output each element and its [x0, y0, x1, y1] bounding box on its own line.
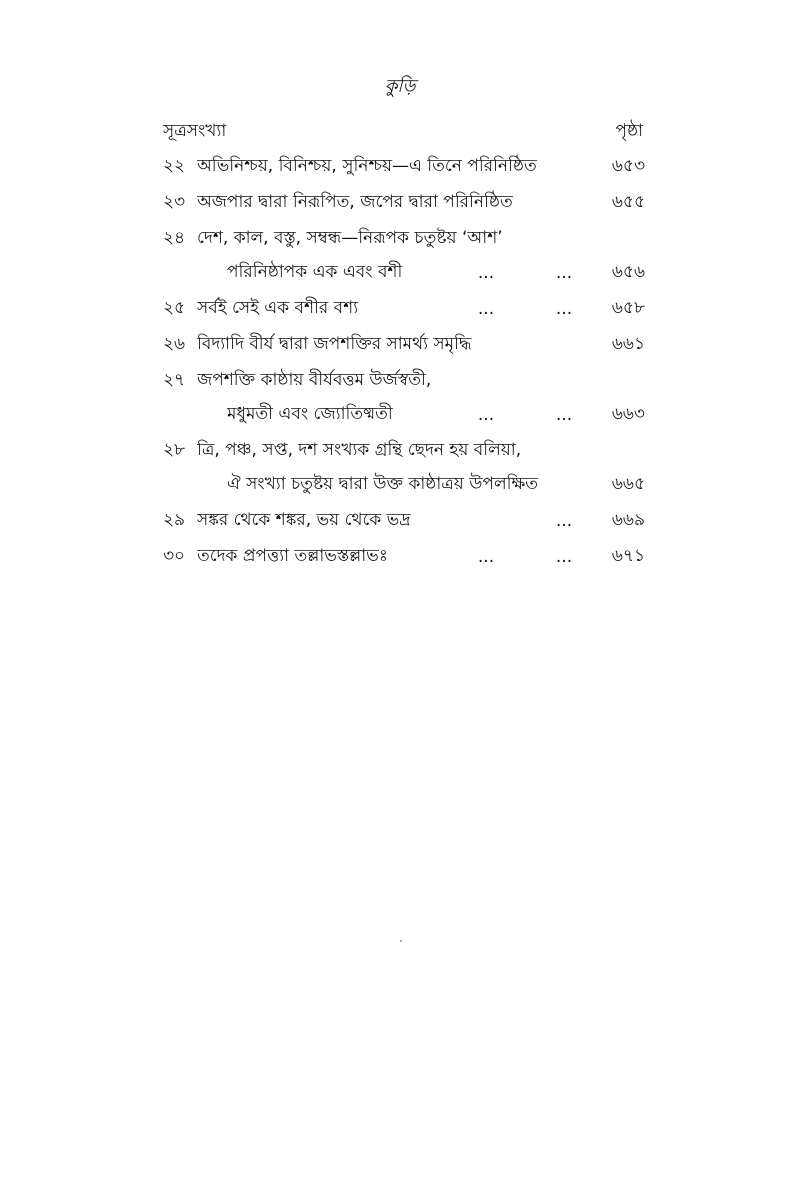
toc-entry-line	[163, 292, 645, 326]
leader-dot-group: ...	[555, 263, 573, 283]
entry-title: ঐ সংখ্যা চতুষ্টয় দ্বারা উক্ত কাষ্ঠাত্রয় উপলক্ষিত	[227, 474, 539, 494]
page-ref: ৬৬৯	[611, 510, 645, 530]
entry-title: মধুমতী এবং জ্যোতিষ্মতী	[227, 404, 393, 424]
toc-entry-continuation	[163, 256, 645, 290]
entry-title: পরিনিষ্ঠাপক এক এবং বশী	[227, 262, 403, 282]
leader-dot-group: ...	[477, 547, 495, 567]
sutra-number: ২৬	[163, 334, 186, 354]
toc-entry	[163, 292, 645, 326]
leader-dots	[447, 405, 603, 425]
page-ref: ৬৫৬	[611, 262, 645, 282]
sutra-number: ২৩	[163, 192, 186, 212]
toc-entry-line	[163, 150, 645, 184]
page-ref: ৬৫৩	[611, 156, 645, 176]
sutra-number-heading: সূত্রসংখ্যা	[163, 121, 227, 141]
entry-title: অভিনিশ্চয়, বিনিশ্চয়, সুনিশ্চয়—এ তিনে পরিনিষ্ঠিত	[197, 156, 537, 176]
table-of-contents	[163, 118, 645, 576]
sutra-number: ২২	[163, 156, 186, 176]
leader-dot-group: ...	[477, 299, 495, 319]
toc-entry-line	[163, 434, 645, 468]
toc-entry	[163, 222, 645, 290]
leader-dot-group: ...	[477, 263, 495, 283]
entry-title: দেশ, কাল, বস্তু, সম্বন্ধ—নিরূপক চতুষ্টয় ‘আশ’	[197, 228, 503, 248]
toc-entry-continuation	[163, 468, 645, 502]
leader-dots	[447, 547, 603, 567]
entry-title: অজপার দ্বারা নিরূপিত, জপের দ্বারা পরিনিষ্ঠিত	[197, 192, 513, 212]
sutra-number: ২৫	[163, 298, 186, 318]
leader-dots	[447, 263, 603, 283]
sutra-number: ২৯	[163, 510, 186, 530]
page-heading: পৃষ্ঠা	[615, 121, 643, 141]
sutra-number: ২৮	[163, 440, 186, 460]
toc-entry	[163, 364, 645, 432]
toc-entry-line	[163, 222, 645, 256]
sutra-number: ২৪	[163, 228, 186, 248]
sutra-number: ৩০	[163, 546, 186, 566]
toc-entries	[163, 150, 645, 574]
page-number: কুড়ি	[384, 76, 416, 97]
entry-title: সর্বই সেই এক বশীর বশ্য	[197, 298, 359, 318]
page-ref: ৬৫৫	[611, 192, 645, 212]
toc-entry-continuation	[163, 398, 645, 432]
entry-title: জপশক্তি কাষ্ঠায় বীর্যবত্তম উর্জস্বতী,	[197, 370, 432, 390]
leader-dots	[447, 299, 603, 319]
toc-entry	[163, 186, 645, 220]
entry-title: বিদ্যাদি বীর্য দ্বারা জপশক্তির সামর্থ্য সমৃদ্ধি	[197, 334, 472, 354]
toc-entry-line	[163, 540, 645, 574]
page-ref: ৬৬৩	[611, 404, 645, 424]
toc-entry-line	[163, 328, 645, 362]
page-ref: ৬৫৮	[611, 298, 645, 318]
leader-dot-group: ...	[555, 511, 573, 531]
toc-entry-line	[163, 186, 645, 220]
leader-dots	[525, 511, 603, 531]
page-ref: ৬৬১	[611, 334, 645, 354]
stray-mark	[400, 940, 402, 942]
leader-dot-group: ...	[555, 547, 573, 567]
leader-dot-group: ...	[555, 299, 573, 319]
sutra-number: ২৭	[163, 370, 186, 390]
leader-dot-group: ...	[477, 405, 495, 425]
page-ref: ৬৭১	[611, 546, 645, 566]
entry-title: ত্রি, পঞ্চ, সপ্ত, দশ সংখ্যক গ্রন্থি ছেদন হয় বলিয়া,	[197, 440, 522, 460]
toc-entry-line	[163, 364, 645, 398]
toc-entry	[163, 434, 645, 502]
toc-entry	[163, 540, 645, 574]
toc-header	[163, 118, 645, 146]
toc-entry-line	[163, 504, 645, 538]
toc-entry	[163, 150, 645, 184]
entry-title: সঙ্কর থেকে শঙ্কর, ভয় থেকে ভদ্র	[197, 510, 411, 530]
page-ref: ৬৬৫	[611, 474, 645, 494]
toc-entry	[163, 504, 645, 538]
toc-entry	[163, 328, 645, 362]
leader-dot-group: ...	[555, 405, 573, 425]
entry-title: তদেক প্রপত্ত্যা তল্লাভস্তল্লাভঃ	[197, 546, 388, 566]
